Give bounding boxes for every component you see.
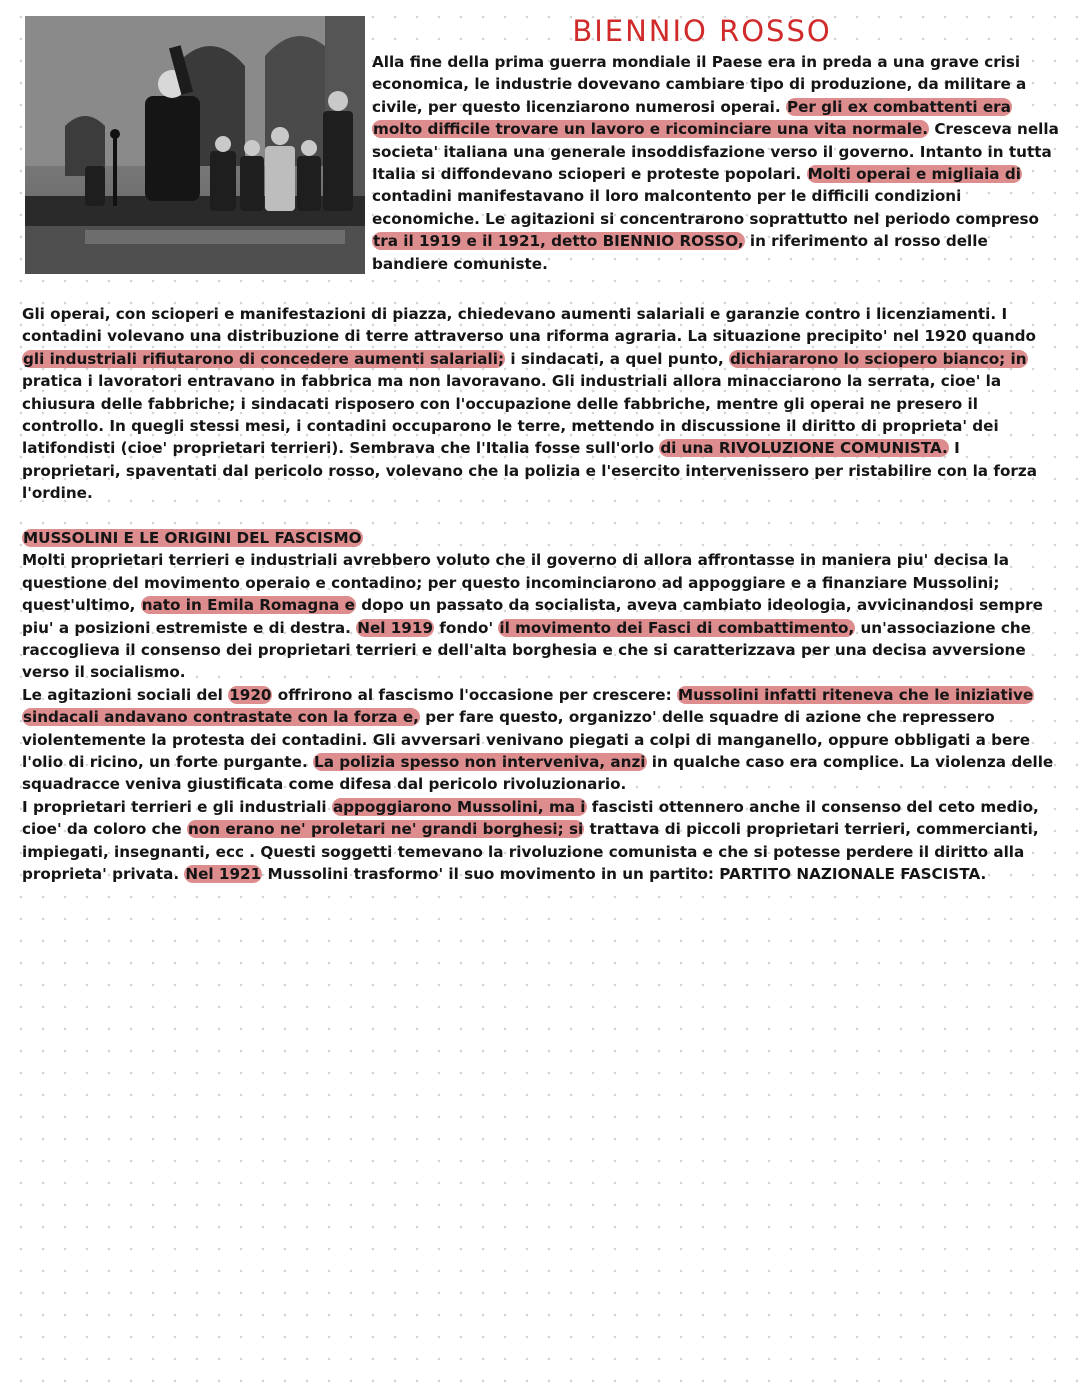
highlighted-text: Molti operai e migliaia di xyxy=(807,165,1021,184)
text-segment: un'associazione che raccoglieva il consenso dei proprietari terrieri e dell'alta borghesia e che si caratterizzava per una decisa avversione verso il socialismo. xyxy=(22,618,1031,682)
text-segment: offrirono al fascismo l'occasione per crescere: xyxy=(272,685,677,704)
text-segment: Alla fine della prima guerra mondiale il Paese era in preda a una grave crisi economica, le industrie dovevano cambiare tipo di produzione, da militare a civile, per questo licenziarono numerosi operai. xyxy=(372,53,1027,116)
section-heading xyxy=(22,527,1062,549)
highlighted-text: Mussolini infatti riteneva che le iniziative sindacali andavano contrastate con la forza e, xyxy=(23,685,1034,727)
photo-illustration xyxy=(25,16,365,274)
text-segment: Cresceva nella societa' italiana una generale insoddisfazione verso il governo. Intanto in tutta Italia si diffondevano scioperi e proteste popolari. xyxy=(372,120,1059,184)
highlighted-text: Nel 1921 xyxy=(185,865,262,884)
text-segment: Molti proprietari terrieri e industriali avrebbero voluto che il governo di allora affrontasse in maniera piu' decisa la questione del movimento operaio e contadino; per questo incominciarono ad appoggiare e a finanziare Mussolini; quest'ultimo, xyxy=(22,551,1009,615)
text-segment: Le agitazioni sociali del xyxy=(22,685,229,704)
text-segment: I proprietari terrieri e gli industriali xyxy=(22,797,332,816)
highlighted-text: gli industriali rifiutarono di concedere aumenti salariali; xyxy=(23,349,505,368)
highlighted-text: tra il 1919 e il 1921, detto BIENNIO ROSSO, xyxy=(373,232,744,251)
text-segment: i sindacati, a quel punto, xyxy=(505,349,730,368)
section-mussolini xyxy=(22,527,1062,886)
text-segment: Mussolini trasformo' il suo movimento in un partito: PARTITO NAZIONALE FASCISTA. xyxy=(262,865,987,884)
highlighted-text: Nel 1919 xyxy=(357,618,434,637)
highlighted-text: nato in Emila Romagna e xyxy=(141,596,355,615)
text-segment: pratica i lavoratori entravano in fabbrica ma non lavoravano. Gli industriali allora minacciarono la serrata, cioe' la chiusura delle fabbriche; i sindacati risposero con l'occupazione delle fabbriche, mentre gli operai ne presero il controllo. In quegli stessi mesi, i contadini occuparono le terre, mettendo in discussione il diritto di proprieta' dei latifondisti (cioe' proprietari terrieri). Sembrava che l'Italia fosse sull'orlo xyxy=(22,372,1002,458)
text-segment: Gli operai, con scioperi e manifestazioni di piazza, chiedevano aumenti salariali e garanzie contro i licenziamenti. I contadini volevano una distribuzione di terre attraverso una riforma agraria. La situazione precipito' nel 1920 quando xyxy=(22,305,1036,346)
highlighted-text: di una RIVOLUZIONE COMUNISTA. xyxy=(660,439,948,458)
intro-paragraph xyxy=(372,51,1062,275)
highlighted-text: dichiararono lo sciopero bianco; in xyxy=(730,349,1027,368)
text-segment: fondo' xyxy=(434,618,499,637)
highlighted-text: La polizia spesso non interveniva, anzi xyxy=(314,753,646,772)
text-segment: dopo un passato da socialista, aveva cambiato ideologia, avvicinandosi sempre piu' a posizioni estremiste e di destra. xyxy=(22,596,1043,637)
text-segment: trattava di piccoli proprietari terrieri, commercianti, impiegati, insegnanti, ecc . Questi soggetti temevano la rivoluzione comunista e che si potesse perdere il diritto alla proprieta' privata. xyxy=(22,820,1039,884)
text-segment: I proprietari, spaventati dal pericolo rosso, volevano che la polizia e l'esercito intervenissero per ristabilire con la forza l'ordine. xyxy=(22,439,1037,503)
page-title: BIENNIO ROSSO xyxy=(572,14,832,48)
text-segment: contadini manifestavano il loro malcontento per le difficili condizioni economiche. Le agitazioni si concentrarono soprattutto nel periodo compreso xyxy=(372,187,1039,228)
highlighted-text: il movimento dei Fasci di combattimento, xyxy=(499,618,855,637)
highlighted-text: Per gli ex combattenti era molto difficile trovare un lavoro e ricominciare una vita normale. xyxy=(373,97,1011,139)
highlighted-text: appoggiarono Mussolini, ma i xyxy=(332,797,586,816)
highlighted-text: non erano ne' proletari ne' grandi borghesi; si xyxy=(187,820,584,839)
historical-photo xyxy=(25,16,365,274)
text-segment: in riferimento al rosso delle bandiere comuniste. xyxy=(372,232,988,273)
text-segment: in qualche caso era complice. La violenza delle squadracce veniva giustificata come difesa dal pericolo rivoluzionario. xyxy=(22,753,1054,794)
paragraph-1 xyxy=(22,303,1062,505)
highlighted-text: 1920 xyxy=(229,685,272,704)
highlight: MUSSOLINI E LE ORIGINI DEL FASCISMO xyxy=(23,529,362,547)
text-segment: per fare questo, organizzo' delle squadre di azione che repressero violentemente la protesta dei contadini. Gli avversari venivano piegati a colpi di manganello, oppure obbligati a bere l'olio di ricino, un forte purgante. xyxy=(22,708,1031,772)
paragraph-2 xyxy=(22,551,1053,883)
text-segment: fascisti ottennero anche il consenso del ceto medio, cioe' da coloro che xyxy=(22,797,1039,839)
